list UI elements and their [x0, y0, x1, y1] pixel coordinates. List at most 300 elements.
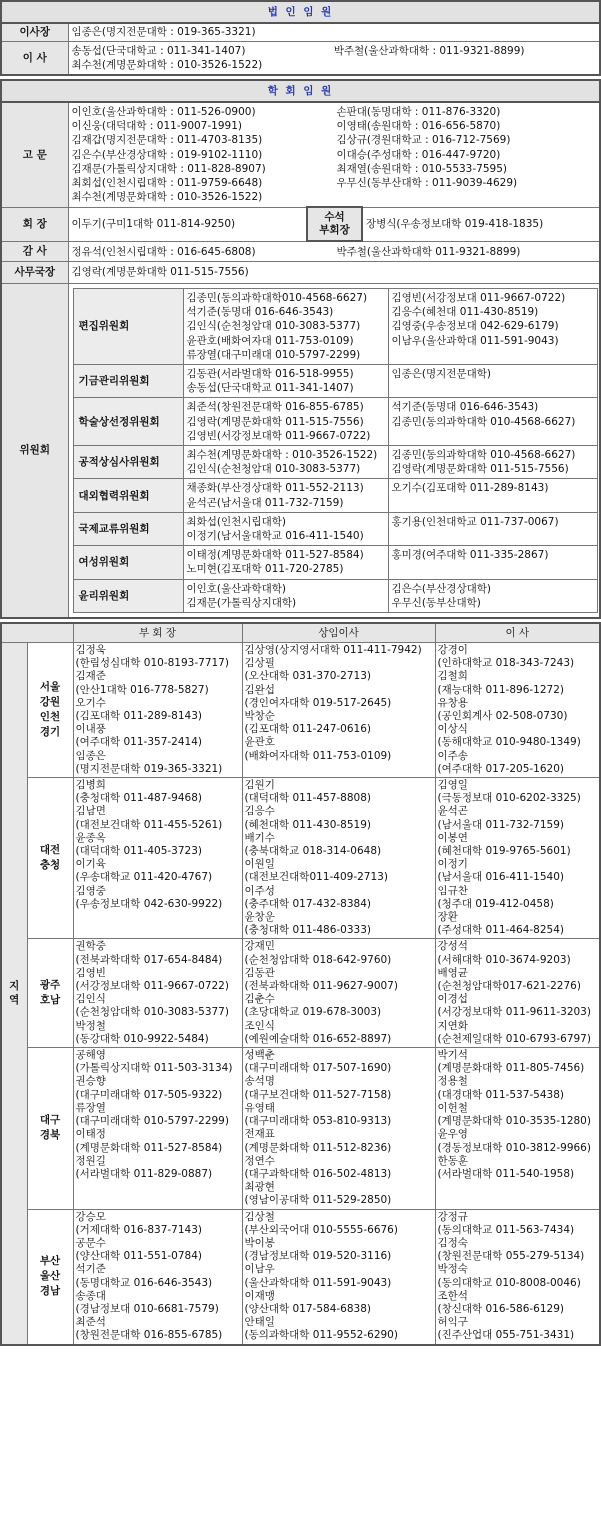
committee-members-right: [388, 445, 597, 478]
member-line: 김동관: [244, 966, 275, 979]
board-section-title: 법 인 임 원: [1, 1, 600, 23]
member-line: 류장열: [75, 1101, 106, 1114]
advisor-entry: 이영태(송원대학 : 016-656-5870): [336, 120, 501, 133]
member-line: (대덕대학 011-457-8808): [244, 792, 371, 805]
member-line: (전북과학대학 017-654-8484): [75, 953, 223, 966]
member-line: 김춘수: [244, 993, 275, 1006]
standing-director-header: 상임이사: [242, 623, 435, 643]
committee-name: 윤리위원회: [73, 579, 183, 612]
member-line: 공문수: [75, 1236, 106, 1249]
member-line: 윤관호: [244, 736, 275, 749]
advisors-label: 고 문: [1, 102, 68, 207]
member-line: 이주송: [437, 749, 468, 762]
member-line: 배기수: [244, 831, 275, 844]
member-line: 송석명: [244, 1075, 275, 1088]
committee-member: 이태정(계명문화대학 011-527-8584): [186, 549, 364, 562]
standing-members: [242, 939, 435, 1048]
committee-member: 석기준(동명대 016-646-3543): [391, 401, 539, 414]
committee-members-right: [388, 288, 597, 364]
member-line: 이경섭: [437, 993, 468, 1006]
committee-member: 송동섭(단국대학교 011-341-1407): [186, 382, 354, 395]
dir-members: [435, 642, 600, 777]
region-name-line: 서울: [39, 681, 61, 693]
committee-member: 우무신(동부산대학): [391, 596, 481, 609]
committee-members-right: [388, 546, 597, 579]
member-line: 배영균: [437, 966, 468, 979]
committee-members-right: [388, 398, 597, 446]
member-line: (영남이공대학 011-529-2850): [244, 1194, 392, 1207]
member-line: 김영중: [75, 884, 106, 897]
committee-row: [73, 512, 597, 545]
region-name-line: 경북: [39, 1129, 61, 1142]
member-line: 이태정: [75, 1128, 106, 1141]
committee-row: [73, 288, 597, 364]
dir-members: [435, 1209, 600, 1345]
member-line: (오산대학 031-370-2713): [244, 670, 371, 683]
advisor-entry: 최수천(계명문화대학 : 010-3526-1522): [71, 191, 263, 204]
member-line: 김상필: [244, 657, 275, 670]
committee-member: 김영빈(서강정보대학 011-9667-0722): [186, 429, 371, 442]
member-line: 박정철: [75, 1019, 106, 1032]
committee-name: 편집위원회: [73, 288, 183, 364]
committee-member: 김영빈(서강정보대 011-9667-0722): [391, 291, 566, 304]
region-name-line: 대구: [39, 1114, 61, 1127]
member-line: 이기육: [75, 858, 106, 871]
committees-cell: [68, 283, 600, 618]
senior-vice-value: 장병식(우송정보대학 019-418-1835): [362, 207, 600, 241]
committee-member: 류장열(대구미래대 010-5797-2299): [186, 348, 361, 361]
member-line: (대구과학대학 016-502-4813): [244, 1167, 392, 1180]
member-line: 허익구: [437, 1316, 468, 1329]
region-name-line: 강원: [39, 696, 61, 708]
member-line: (경인여자대학 019-517-2645): [244, 696, 392, 709]
member-line: 전재표: [244, 1128, 275, 1141]
region-row: [1, 1048, 600, 1209]
member-line: (순천청암대학017-621-2276): [437, 980, 581, 993]
directors-label: 이 사: [1, 41, 68, 75]
member-line: 이상식: [437, 723, 468, 736]
region-name-line: 울산: [39, 1270, 61, 1283]
member-line: 한동훈: [437, 1154, 468, 1167]
region-name: [27, 1209, 73, 1345]
committee-member: 김종민(동의과학대학 010-4568-6627): [391, 415, 576, 428]
member-line: 김철희: [437, 670, 468, 683]
member-line: 김재준: [75, 670, 106, 683]
director-entry: 송동섭(단국대학교 : 011-341-1407): [71, 44, 246, 57]
member-line: 권학중: [75, 940, 106, 953]
committee-name: 대외협력위원회: [73, 479, 183, 512]
member-line: 송종대: [75, 1289, 106, 1302]
member-line: (순천청암대학 010-3083-5377): [75, 1006, 229, 1019]
committee-row: [73, 479, 597, 512]
committee-member: 최화섭(인천시립대학): [186, 515, 286, 528]
member-line: 권승향: [75, 1075, 106, 1088]
member-line: (서라벌대학 011-829-0887): [75, 1167, 213, 1180]
region-name-line: 경남: [39, 1285, 61, 1298]
member-line: 최광현: [244, 1181, 275, 1194]
member-line: (동의대학교 011-563-7434): [437, 1223, 575, 1236]
committee-member: 홍기용(인천대학교 011-737-0067): [391, 515, 559, 528]
member-line: (순천청암대학 018-642-9760): [244, 953, 392, 966]
committee-row: [73, 364, 597, 397]
advisor-entry: 최회섭(인천시립대학 : 011-9759-6648): [71, 177, 263, 190]
member-line: (경남정보대학 019-520-3116): [244, 1250, 392, 1263]
member-line: (동강대학 010-9922-5484): [75, 1032, 209, 1045]
member-line: 유창용: [437, 696, 468, 709]
member-line: (배화여자대학 011-753-0109): [244, 749, 392, 762]
committee-members-left: [183, 398, 388, 446]
committee-row: [73, 579, 597, 612]
committee-row: [73, 398, 597, 446]
member-line: 안태일: [244, 1316, 275, 1329]
member-line: (명지전문대학 019-365-3321): [75, 762, 223, 775]
member-line: (충주대학 017-432-8384): [244, 897, 371, 910]
committee-members-left: [183, 445, 388, 478]
member-line: (우송정보대학 042-630-9922): [75, 897, 223, 910]
region-name-line: 인천: [39, 711, 61, 723]
dir-members: [435, 778, 600, 939]
member-line: 김상철: [244, 1210, 275, 1223]
region-name-line: 호남: [39, 994, 61, 1007]
member-line: 김상영(상지영서대학 011-411-7942): [244, 643, 422, 656]
advisor-entry: 이대승(주성대학 : 016-447-9720): [336, 148, 501, 161]
committee-row: [73, 445, 597, 478]
standing-members: [242, 1209, 435, 1345]
chair-label: 이사장: [1, 23, 68, 41]
committee-name: 국제교류위원회: [73, 512, 183, 545]
member-line: 이봉연: [437, 831, 468, 844]
member-line: (대구보건대학 011-527-7158): [244, 1088, 392, 1101]
region-row: [1, 939, 600, 1048]
member-line: 박기석: [437, 1049, 468, 1062]
member-line: 김영빈: [75, 966, 106, 979]
member-line: (충북대학교 018-314-0648): [244, 845, 382, 858]
member-line: 유영태: [244, 1101, 275, 1114]
member-line: 석기준: [75, 1263, 106, 1276]
member-line: (한림성심대학 010-8193-7717): [75, 657, 229, 670]
region-name: [27, 778, 73, 939]
region-name: [27, 939, 73, 1048]
member-line: (대구미래대학 017-505-9322): [75, 1088, 223, 1101]
board-table: [0, 0, 601, 76]
advisor-entry: 손판대(동명대학 : 011-876-3320): [336, 106, 501, 118]
committee-member: 채종화(부산경상대학 011-552-2113): [186, 482, 364, 495]
dir-members: [435, 939, 600, 1048]
member-line: 김정욱: [75, 643, 106, 656]
committee-name: 공적상심사위원회: [73, 445, 183, 478]
member-line: 지연화: [437, 1019, 468, 1032]
committee-member: 김동관(서라벌대학 016-518-9955): [186, 367, 354, 380]
dir-members: [435, 1048, 600, 1209]
region-row: [1, 1209, 600, 1345]
member-line: 김원기: [244, 779, 275, 792]
committees-label: 위원회: [1, 283, 68, 618]
member-line: (서강정보대학 011-9667-0722): [75, 980, 229, 993]
member-line: 김완섭: [244, 683, 275, 696]
committee-member: 김영락(계명문화대학 011-515-7556): [391, 463, 569, 476]
committee-member: 노미현(김포대학 011-720-2785): [186, 563, 344, 576]
member-line: 윤우영: [437, 1128, 468, 1141]
advisor-entry: 최재열(송원대학 : 010-5533-7595): [336, 162, 507, 175]
advisors-right-column: [337, 105, 597, 204]
member-line: 박이봉: [244, 1236, 275, 1249]
region-row: [1, 778, 600, 939]
vice-members: [73, 1048, 242, 1209]
region-label: 지역: [1, 642, 27, 1344]
member-line: 강정규: [437, 1210, 468, 1223]
member-line: (거제대학 016-837-7143): [75, 1223, 202, 1236]
committee-member: 김재문(가톨릭상지대학): [186, 596, 297, 609]
member-line: (안산1대학 016-778-5827): [75, 683, 209, 696]
member-line: (동의과학대학 011-9552-6290): [244, 1329, 398, 1342]
advisor-entry: 김재갑(명지전문대학 : 011-4703-8135): [71, 134, 263, 147]
member-line: 공해영: [75, 1049, 106, 1062]
member-line: (대전보건대학 011-455-5261): [75, 818, 223, 831]
secretary-value: 김영락(계명문화대학 011-515-7556): [68, 261, 600, 283]
member-line: (양산대학 011-551-0784): [75, 1250, 202, 1263]
region-name-line: 광주: [39, 979, 61, 992]
member-line: 김인식: [75, 993, 106, 1006]
member-line: 이내풍: [75, 723, 106, 736]
advisor-entry: 김은수(부산경상대학 : 019-9102-1110): [71, 148, 263, 161]
member-line: (대전보건대학011-409-2713): [244, 871, 388, 884]
committee-member: 석기준(동명대 016-646-3543): [186, 306, 334, 319]
member-line: (울산과학대학 011-591-9043): [244, 1276, 392, 1289]
committee-members-left: [183, 364, 388, 397]
member-line: 강승모: [75, 1210, 106, 1223]
committee-member: 김인식(순천청암대 010-3083-5377): [186, 463, 361, 476]
member-line: 성백춘: [244, 1049, 275, 1062]
member-line: (여주대학 017-205-1620): [437, 762, 564, 775]
committee-member: 이인호(울산과학대학): [186, 582, 286, 595]
committee-member: 홍미경(여주대학 011-335-2867): [391, 549, 549, 562]
region-name-line: 부산: [39, 1255, 61, 1268]
senior-vice-label-line1: 수석: [324, 211, 345, 224]
committee-name: 기금관리위원회: [73, 364, 183, 397]
committee-member: 윤관호(배화여자대 011-753-0109): [186, 334, 354, 347]
member-line: (재능대학 011-896-1272): [437, 683, 564, 696]
member-line: 김정숙: [437, 1236, 468, 1249]
advisor-entry: 김재문(가톨릭상지대학 : 011-828-8907): [71, 162, 266, 175]
member-line: (서해대학 010-3674-9203): [437, 953, 571, 966]
member-line: 이정기: [437, 858, 468, 871]
committee-members-left: [183, 288, 388, 364]
member-line: 이원일: [244, 858, 275, 871]
committee-table: [73, 288, 598, 613]
member-line: 이헌철: [437, 1101, 468, 1114]
vice-members: [73, 939, 242, 1048]
member-line: (초당대학교 019-678-3003): [244, 1006, 382, 1019]
member-line: 정연수: [244, 1154, 275, 1167]
regional-table: [0, 622, 601, 1346]
member-line: (서강정보대학 011-9611-3203): [437, 1006, 591, 1019]
member-line: (혜천대학 019-9765-5601): [437, 845, 571, 858]
member-line: (동명대학교 016-646-3543): [75, 1276, 213, 1289]
member-line: (계명문화대학 010-3535-1280): [437, 1115, 591, 1128]
senior-vice-label-line2: 부회장: [319, 224, 350, 237]
advisor-entry: 이신웅(대덕대학 : 011-9007-1991): [71, 120, 242, 133]
advisors-left-column: [72, 105, 337, 204]
committee-members-right: [388, 512, 597, 545]
committee-members-right: [388, 579, 597, 612]
member-line: (순천제일대학 010-6793-6797): [437, 1032, 591, 1045]
member-line: 이남우: [244, 1263, 275, 1276]
member-line: 윤종옥: [75, 831, 106, 844]
advisor-entry: 우무신(동부산대학 : 011-9039-4629): [336, 177, 518, 190]
committee-member: 오기수(김포대학 011-289-8143): [391, 482, 549, 495]
member-line: 임규찬: [437, 884, 468, 897]
vice-members: [73, 642, 242, 777]
member-line: (동해대학교 010-9480-1349): [437, 736, 581, 749]
auditors-label: 감 사: [1, 241, 68, 261]
committee-member: 김종민(동의과학대학010-4568-6627): [186, 291, 368, 304]
member-line: (경동정보대학 010-3812-9966): [437, 1141, 591, 1154]
advisor-entry: 이인호(울산과학대학 : 011-526-0900): [71, 106, 256, 118]
member-line: (대구미래대학 053-810-9313): [244, 1115, 392, 1128]
member-line: 조인식: [244, 1019, 275, 1032]
senior-vice-label: [307, 207, 362, 241]
member-line: 장환: [437, 911, 458, 924]
committee-members-left: [183, 512, 388, 545]
society-section-title: 학 회 임 원: [1, 80, 600, 102]
member-line: 이주성: [244, 884, 275, 897]
member-line: (경남정보대 010-6681-7579): [75, 1302, 219, 1315]
directors-cell: [68, 41, 600, 75]
committee-name: 여성위원회: [73, 546, 183, 579]
member-line: (부산외국어대 010-5555-6676): [244, 1223, 398, 1236]
member-line: (남서울대 011-732-7159): [437, 818, 564, 831]
president-label: 회 장: [1, 207, 68, 241]
member-line: (창원전문대학 016-855-6785): [75, 1329, 223, 1342]
president-value: 이두기(구미1대학 011-814-9250): [68, 207, 307, 241]
committee-member: 임종은(명지전문대학): [391, 367, 491, 380]
committee-members-left: [183, 579, 388, 612]
member-line: (인하대학교 018-343-7243): [437, 657, 575, 670]
region-name-line: 대전: [39, 844, 61, 857]
member-line: (예원예술대학 016-652-8897): [244, 1032, 392, 1045]
member-line: (김포대학 011-247-0616): [244, 723, 371, 736]
member-line: (주성대학 011-464-8254): [437, 924, 564, 937]
member-line: (전북과학대학 011-9627-9007): [244, 980, 398, 993]
member-line: (남서울대 016-411-1540): [437, 871, 564, 884]
regional-corner: [1, 623, 73, 643]
committee-members-right: [388, 479, 597, 512]
member-line: 박정숙: [437, 1263, 468, 1276]
member-line: 최준석: [75, 1316, 106, 1329]
auditor-entry: 박주철(울산과학대학 011-9321-8899): [336, 245, 521, 258]
committee-member: 최수천(계명문화대학 : 010-3526-1522): [186, 448, 378, 461]
member-line: (충청대학 011-487-9468): [75, 792, 202, 805]
member-line: (동의대학교 010-8008-0046): [437, 1276, 581, 1289]
member-line: (진주산업대 055-751-3431): [437, 1329, 575, 1342]
advisor-entry: 김상규(경원대학교 : 016-712-7569): [336, 134, 511, 147]
member-line: 정용철: [437, 1075, 468, 1088]
member-line: (혜천대학 011-430-8519): [244, 818, 371, 831]
region-name-line: 경기: [39, 726, 61, 738]
committee-member: 이남우(울산과학대 011-591-9043): [391, 334, 559, 347]
member-line: 박창순: [244, 710, 275, 722]
member-line: 정원길: [75, 1154, 106, 1167]
member-line: (창원전문대학 055-279-5134): [437, 1250, 585, 1263]
member-line: 오기수: [75, 696, 106, 709]
member-line: (충청대학 011-486-0333): [244, 924, 371, 937]
standing-members: [242, 1048, 435, 1209]
auditor-entry: 정유석(인천시립대학 : 016-645-6808): [71, 245, 256, 258]
member-line: (여주대학 011-357-2414): [75, 736, 202, 749]
committee-member: 김종민(동의과학대학 010-4568-6627): [391, 448, 576, 461]
member-line: (계명문화대학 011-527-8584): [75, 1141, 223, 1154]
committee-name: 학술상선정위원회: [73, 398, 183, 446]
member-line: (서라벌대학 011-540-1958): [437, 1167, 575, 1180]
committee-members-left: [183, 546, 388, 579]
member-line: (대경대학 011-537-5438): [437, 1088, 564, 1101]
director-header: 이 사: [435, 623, 600, 643]
member-line: 김응수: [244, 805, 275, 818]
committee-member: 김응수(혜천대 011-430-8519): [391, 306, 539, 319]
region-name: [27, 1048, 73, 1209]
member-line: 강재민: [244, 940, 275, 953]
member-line: (우송대학교 011-420-4767): [75, 871, 213, 884]
committee-member: 최준석(창원전문대학 016-855-6785): [186, 401, 364, 414]
member-line: 이재맹: [244, 1289, 275, 1302]
committee-row: [73, 546, 597, 579]
director-entry: 박주철(울산과학대학 : 011-9321-8899): [333, 44, 525, 57]
committee-member: 김영락(계명문화대학 011-515-7556): [186, 415, 364, 428]
member-line: (청주대 019-412-0458): [437, 897, 554, 910]
vice-members: [73, 1209, 242, 1345]
member-line: (대구미래대학 017-507-1690): [244, 1062, 392, 1075]
committee-member: 이정기(남서울대학교 016-411-1540): [186, 529, 364, 542]
committee-member: 김인식(순천청암대 010-3083-5377): [186, 320, 361, 333]
standing-members: [242, 778, 435, 939]
member-line: (극동정보대 010-6202-3325): [437, 792, 581, 805]
member-line: (양산대학 017-584-6838): [244, 1302, 371, 1315]
member-line: 김병희: [75, 779, 106, 792]
member-line: (가톨릭상지대학 011-503-3134): [75, 1062, 233, 1075]
region-name-line: 충청: [39, 859, 61, 872]
member-line: 김남면: [75, 805, 106, 818]
committee-member: 윤석곤(남서울대 011-732-7159): [186, 496, 344, 509]
member-line: (창신대학 016-586-6129): [437, 1302, 564, 1315]
chair-value: 임종은(명지전문대학 : 019-365-3321): [68, 23, 600, 41]
member-line: (공인회계사 02-508-0730): [437, 710, 568, 722]
member-line: (계명문화대학 011-512-8236): [244, 1141, 392, 1154]
vice-members: [73, 778, 242, 939]
member-line: 조한석: [437, 1289, 468, 1302]
member-line: 강성석: [437, 940, 468, 953]
member-line: 윤창운: [244, 911, 275, 924]
committee-member: 김영중(우송정보대 042-629-6179): [391, 320, 559, 333]
region-name: [27, 642, 73, 777]
standing-members: [242, 642, 435, 777]
committee-members-right: [388, 364, 597, 397]
member-line: (김포대학 011-289-8143): [75, 710, 202, 722]
member-line: 강경이: [437, 643, 468, 656]
member-line: (대구미래대학 010-5797-2299): [75, 1115, 229, 1128]
secretary-label: 사무국장: [1, 261, 68, 283]
region-row: [1, 642, 600, 777]
committee-member: 김은수(부산경상대학): [391, 582, 491, 595]
member-line: 임종은: [75, 749, 106, 762]
auditors-cell: [68, 241, 600, 261]
member-line: (대덕대학 011-405-3723): [75, 845, 202, 858]
vice-president-header: 부 회 장: [73, 623, 242, 643]
director-entry: 최수천(계명문화대학 : 010-3526-1522): [71, 58, 263, 71]
member-line: 윤석곤: [437, 805, 468, 818]
advisors-cell: [68, 102, 600, 207]
committee-members-left: [183, 479, 388, 512]
society-table: [0, 79, 601, 619]
